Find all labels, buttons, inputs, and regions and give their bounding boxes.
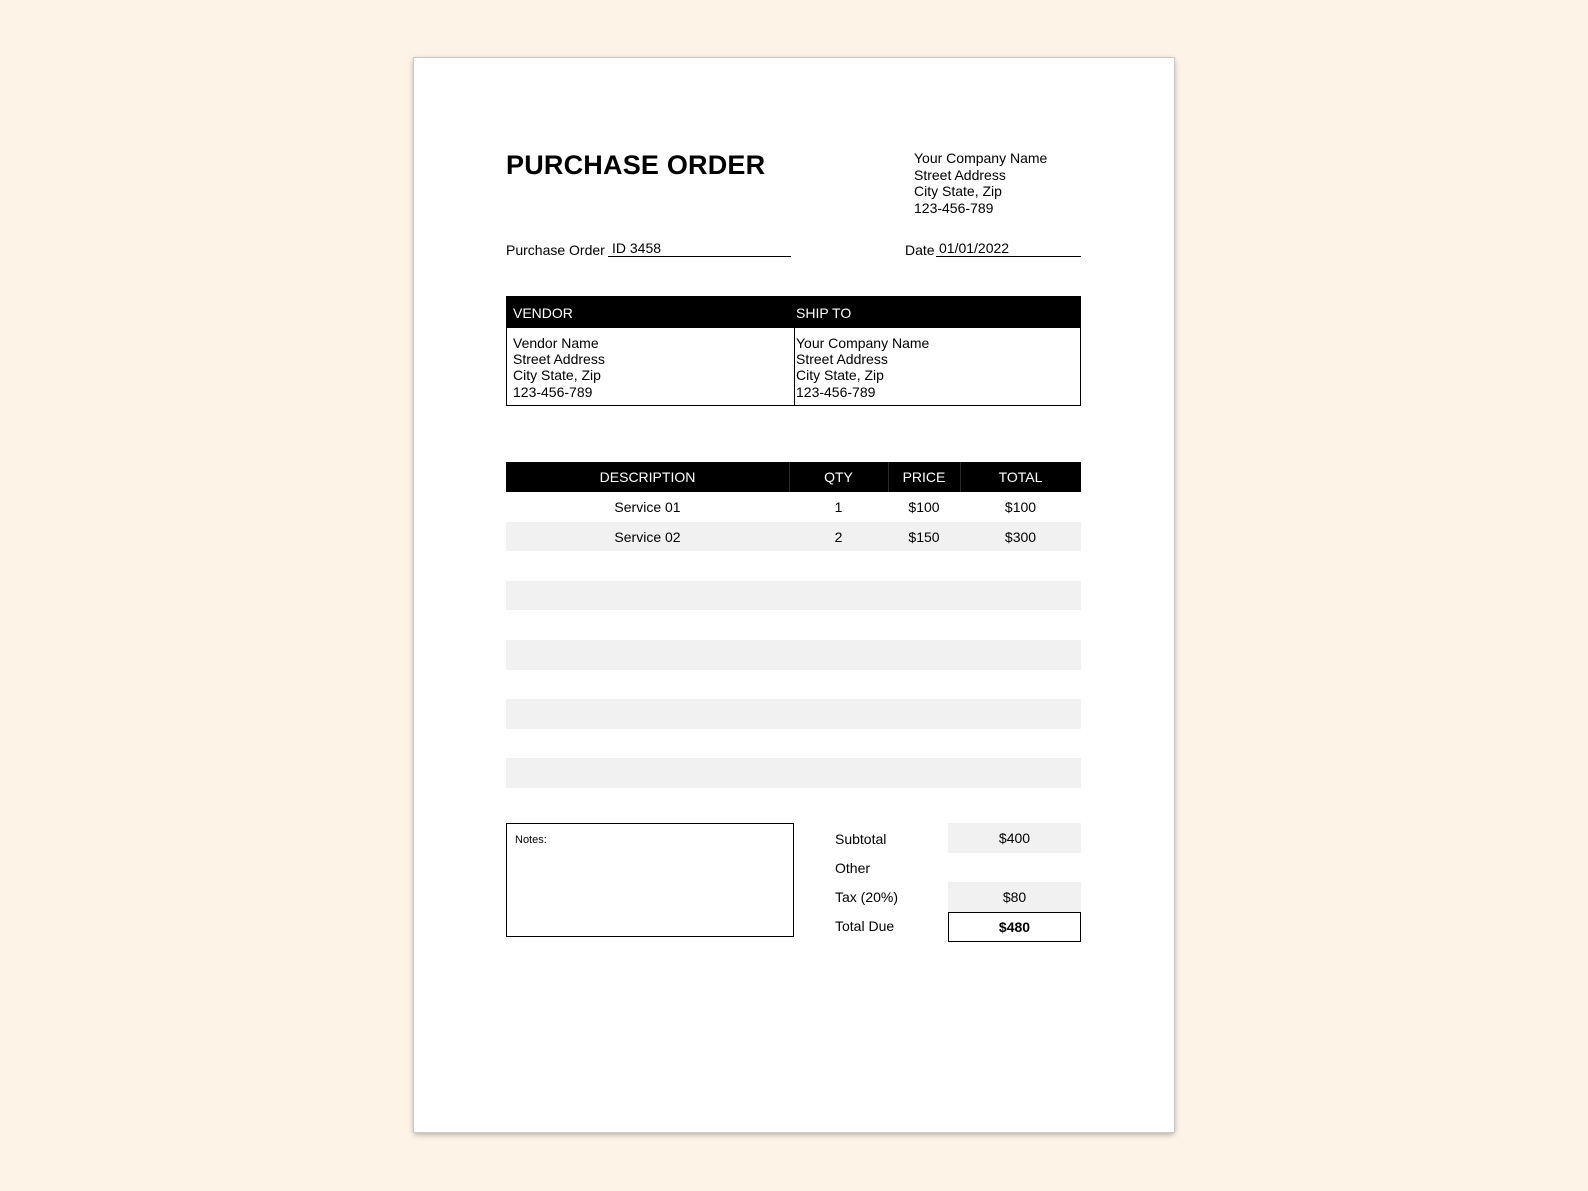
cell-description bbox=[506, 610, 789, 640]
cell-total bbox=[960, 610, 1081, 640]
notes-label: Notes: bbox=[515, 834, 547, 846]
cell-total: $300 bbox=[1004, 528, 1037, 545]
vendor-address[interactable] bbox=[513, 335, 605, 400]
cell-price: $150 bbox=[908, 528, 940, 545]
cell-total bbox=[960, 758, 1081, 788]
cell-description: Service 01 bbox=[614, 499, 681, 515]
cell-description bbox=[506, 551, 789, 581]
ship-to-name: Your Company Name bbox=[796, 335, 930, 351]
po-id-field[interactable]: ID 3458 bbox=[608, 240, 791, 257]
other-label: Other bbox=[835, 860, 871, 876]
total-due-value[interactable]: $480 bbox=[948, 912, 1081, 942]
cell-price bbox=[888, 610, 960, 640]
po-label: Purchase Order bbox=[506, 242, 605, 258]
cell-description bbox=[506, 729, 789, 759]
document-title: PURCHASE ORDER bbox=[506, 150, 766, 180]
table-row[interactable] bbox=[506, 758, 1081, 788]
cell-price bbox=[888, 670, 960, 700]
cell-qty bbox=[789, 610, 888, 640]
subtotal-label: Subtotal bbox=[835, 831, 887, 847]
cell-total: $100 bbox=[1004, 499, 1037, 515]
document-page bbox=[414, 58, 1174, 1132]
table-header bbox=[506, 462, 1081, 492]
table-row[interactable] bbox=[506, 729, 1081, 759]
cell-description: Service 02 bbox=[614, 528, 681, 545]
table-row[interactable] bbox=[506, 551, 1081, 581]
cell-price bbox=[888, 551, 960, 581]
table-row[interactable] bbox=[506, 492, 1081, 522]
table-row[interactable] bbox=[506, 522, 1081, 552]
ship-to-street: Street Address bbox=[796, 351, 888, 368]
vendor-header: VENDOR bbox=[513, 305, 573, 321]
cell-total bbox=[960, 670, 1081, 700]
date-label: Date bbox=[905, 242, 935, 258]
cell-qty bbox=[789, 699, 888, 729]
cell-total bbox=[960, 699, 1081, 729]
ship-to-header: SHIP TO bbox=[796, 305, 852, 321]
cell-qty bbox=[789, 581, 888, 611]
header-separator bbox=[888, 462, 889, 492]
date-field[interactable]: 01/01/2022 bbox=[936, 240, 1081, 257]
cell-total bbox=[960, 551, 1081, 581]
header-total: TOTAL bbox=[998, 469, 1043, 485]
header-separator bbox=[960, 462, 961, 492]
notes-box[interactable] bbox=[506, 823, 794, 937]
cell-qty bbox=[789, 670, 888, 700]
vendor-street: Street Address bbox=[513, 351, 605, 368]
ship-to-city: City State, Zip bbox=[796, 367, 884, 384]
cell-price bbox=[888, 640, 960, 670]
table-row[interactable] bbox=[506, 610, 1081, 640]
table-row[interactable] bbox=[506, 640, 1081, 670]
cell-total bbox=[960, 640, 1081, 670]
tax-label: Tax (20%) bbox=[835, 889, 899, 905]
vendor-city: City State, Zip bbox=[513, 367, 601, 384]
company-street: Street Address bbox=[914, 166, 1006, 183]
table-row[interactable] bbox=[506, 699, 1081, 729]
cell-qty bbox=[789, 758, 888, 788]
tax-value[interactable]: $80 bbox=[948, 882, 1081, 912]
cell-qty bbox=[789, 640, 888, 670]
company-name: Your Company Name bbox=[914, 150, 1048, 166]
cell-description bbox=[506, 670, 789, 700]
vendor-phone: 123-456-789 bbox=[513, 383, 593, 400]
ship-to-phone: 123-456-789 bbox=[796, 383, 876, 400]
header-description: DESCRIPTION bbox=[599, 469, 696, 485]
cell-price bbox=[888, 758, 960, 788]
cell-qty bbox=[789, 551, 888, 581]
column-divider bbox=[794, 297, 795, 405]
cell-qty: 2 bbox=[834, 528, 843, 545]
cell-total bbox=[960, 729, 1081, 759]
vendor-shipto-box bbox=[506, 296, 1081, 406]
vendor-name: Vendor Name bbox=[513, 335, 599, 351]
company-phone: 123-456-789 bbox=[914, 199, 994, 216]
header-price: PRICE bbox=[902, 469, 946, 485]
header-separator bbox=[789, 462, 790, 492]
cell-price: $100 bbox=[908, 499, 940, 515]
line-items-table bbox=[506, 462, 1081, 788]
header-qty: QTY bbox=[824, 469, 853, 485]
cell-price bbox=[888, 699, 960, 729]
company-info bbox=[914, 150, 1047, 216]
cell-price bbox=[888, 729, 960, 759]
table-row[interactable] bbox=[506, 581, 1081, 611]
cell-total bbox=[960, 581, 1081, 611]
cell-qty bbox=[789, 729, 888, 759]
cell-description bbox=[506, 699, 789, 729]
cell-price bbox=[888, 581, 960, 611]
table-row[interactable] bbox=[506, 670, 1081, 700]
subtotal-value[interactable]: $400 bbox=[948, 823, 1081, 853]
cell-description bbox=[506, 758, 789, 788]
company-city: City State, Zip bbox=[914, 183, 1002, 199]
cell-qty: 1 bbox=[834, 499, 843, 515]
other-value[interactable] bbox=[948, 852, 1081, 882]
ship-to-address[interactable] bbox=[796, 335, 929, 400]
cell-description bbox=[506, 581, 789, 611]
total-due-label: Total Due bbox=[835, 918, 895, 934]
cell-description bbox=[506, 640, 789, 670]
